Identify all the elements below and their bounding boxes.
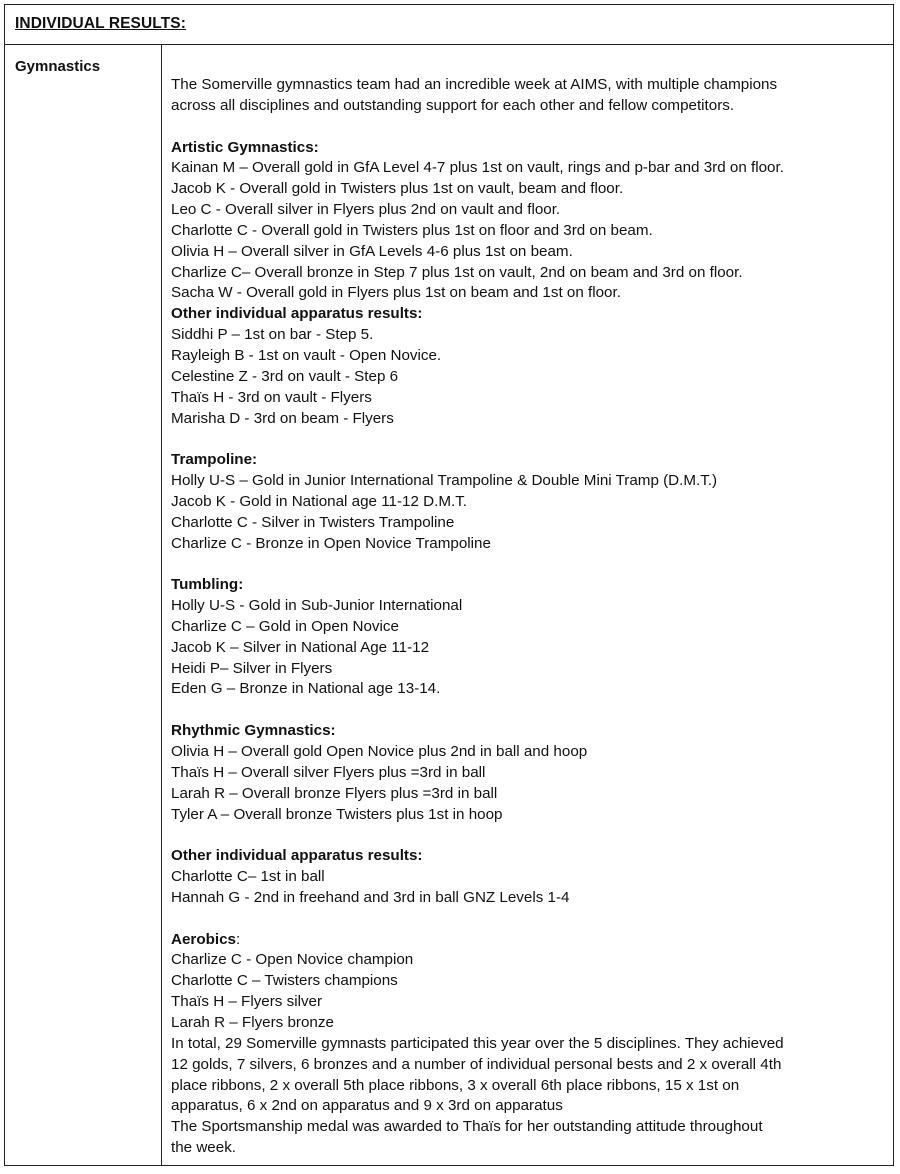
tumbling-section — [171, 575, 885, 700]
result-line: Siddhi P – 1st on bar - Step 5. — [171, 326, 374, 344]
summary-line: apparatus, 6 x 2nd on apparatus and 9 x 3rd on apparatus — [171, 1097, 563, 1115]
result-line: Holly U-S - Gold in Sub-Junior International — [171, 597, 463, 615]
sport-cell — [5, 45, 162, 1165]
result-line: Holly U-S – Gold in Junior International Trampoline & Double Mini Tramp (D.M.T.) — [171, 472, 718, 490]
section-heading: Rhythmic Gymnastics: — [171, 722, 336, 740]
result-line: Charlotte C– 1st in ball — [171, 868, 325, 886]
section-heading: Trampoline: — [171, 451, 258, 469]
result-line: Thaïs H – Flyers silver — [171, 993, 323, 1011]
result-line: Rayleigh B - 1st on vault - Open Novice. — [171, 346, 442, 364]
artistic-section — [171, 138, 885, 305]
trampoline-section — [171, 450, 885, 554]
sport-label: Gymnastics — [15, 58, 101, 75]
result-line: Charlotte C - Overall gold in Twisters plus 1st on floor and 3rd on beam. — [171, 221, 653, 239]
section-heading: Tumbling: — [171, 576, 244, 594]
result-line: Jacob K – Silver in National Age 11-12 — [171, 638, 430, 656]
result-line: Marisha D - 3rd on beam - Flyers — [171, 409, 394, 427]
section-heading: Aerobics — [171, 930, 236, 948]
result-line: Sacha W - Overall gold in Flyers plus 1st on beam and 1st on floor. — [171, 284, 621, 302]
table-header-row — [5, 5, 893, 45]
intro-line: across all disciplines and outstanding support for each other and fellow competitors. — [171, 96, 735, 114]
result-line: Charlize C– Overall bronze in Step 7 plus 1st on vault, 2nd on beam and 3rd on floor. — [171, 263, 743, 281]
rhythmic-apparatus-section — [171, 846, 885, 909]
summary-line: 12 golds, 7 silvers, 6 bronzes and a number of individual personal bests and 2 x overall 4th — [171, 1055, 782, 1073]
results-table — [4, 4, 894, 1166]
result-line: Larah R – Overall bronze Flyers plus =3rd in ball — [171, 784, 498, 802]
section-heading: Artistic Gymnastics: — [171, 138, 319, 156]
heading-colon: : — [236, 930, 241, 948]
result-line: Olivia H – Overall gold Open Novice plus 2nd in ball and hoop — [171, 743, 588, 760]
result-line: Olivia H – Overall silver in GfA Levels 4-6 plus 1st on beam. — [171, 242, 573, 260]
section-heading: Other individual apparatus results: — [171, 305, 423, 323]
section-heading: Other individual apparatus results: — [171, 847, 423, 865]
result-line: Eden G – Bronze in National age 13-14. — [171, 680, 441, 698]
result-line: Charlize C - Open Novice champion — [171, 951, 414, 969]
table-body-row — [5, 45, 893, 1165]
result-line: Charlotte C - Silver in Twisters Trampoline — [171, 513, 455, 531]
result-line: Larah R – Flyers bronze — [171, 1013, 334, 1031]
result-line: Thaïs H – Overall silver Flyers plus =3rd in ball — [171, 763, 486, 781]
result-line: Hannah G - 2nd in freehand and 3rd in ball GNZ Levels 1-4 — [171, 888, 570, 906]
result-line: Celestine Z - 3rd on vault - Step 6 — [171, 367, 399, 385]
result-line: Kainan M – Overall gold in GfA Level 4-7 plus 1st on vault, rings and p-bar and 3rd on floor. — [171, 159, 784, 177]
intro-paragraph — [171, 75, 885, 117]
aerobics-section — [171, 930, 885, 1159]
sportsmanship-line: The Sportsmanship medal was awarded to Thaïs for her outstanding attitude throughout — [171, 1118, 763, 1136]
summary-line: place ribbons, 2 x overall 5th place ribbons, 3 x overall 6th place ribbons, 15 x 1st on — [171, 1076, 740, 1094]
summary-line: In total, 29 Somerville gymnasts participated this year over the 5 disciplines. They achieved — [171, 1034, 784, 1052]
intro-line: The Somerville gymnastics team had an incredible week at AIMS, with multiple champions — [171, 76, 778, 93]
result-line: Tyler A – Overall bronze Twisters plus 1st in hoop — [171, 805, 503, 823]
result-line: Charlize C – Gold in Open Novice — [171, 617, 399, 635]
page-title: INDIVIDUAL RESULTS: — [15, 15, 186, 32]
section-heading-row — [171, 930, 885, 951]
sportsmanship-line: the week. — [171, 1139, 237, 1157]
result-line: Charlize C - Bronze in Open Novice Trampoline — [171, 534, 491, 552]
rhythmic-section — [171, 721, 885, 825]
results-cell — [162, 45, 893, 1165]
result-line: Charlotte C – Twisters champions — [171, 972, 398, 990]
result-line: Heidi P– Silver in Flyers — [171, 659, 333, 677]
artistic-apparatus-section — [171, 304, 885, 429]
result-line: Thaïs H - 3rd on vault - Flyers — [171, 388, 372, 406]
result-line: Leo C - Overall silver in Flyers plus 2nd on vault and floor. — [171, 201, 561, 219]
result-line: Jacob K - Overall gold in Twisters plus 1st on vault, beam and floor. — [171, 180, 624, 198]
result-line: Jacob K - Gold in National age 11-12 D.M.T. — [171, 492, 468, 510]
